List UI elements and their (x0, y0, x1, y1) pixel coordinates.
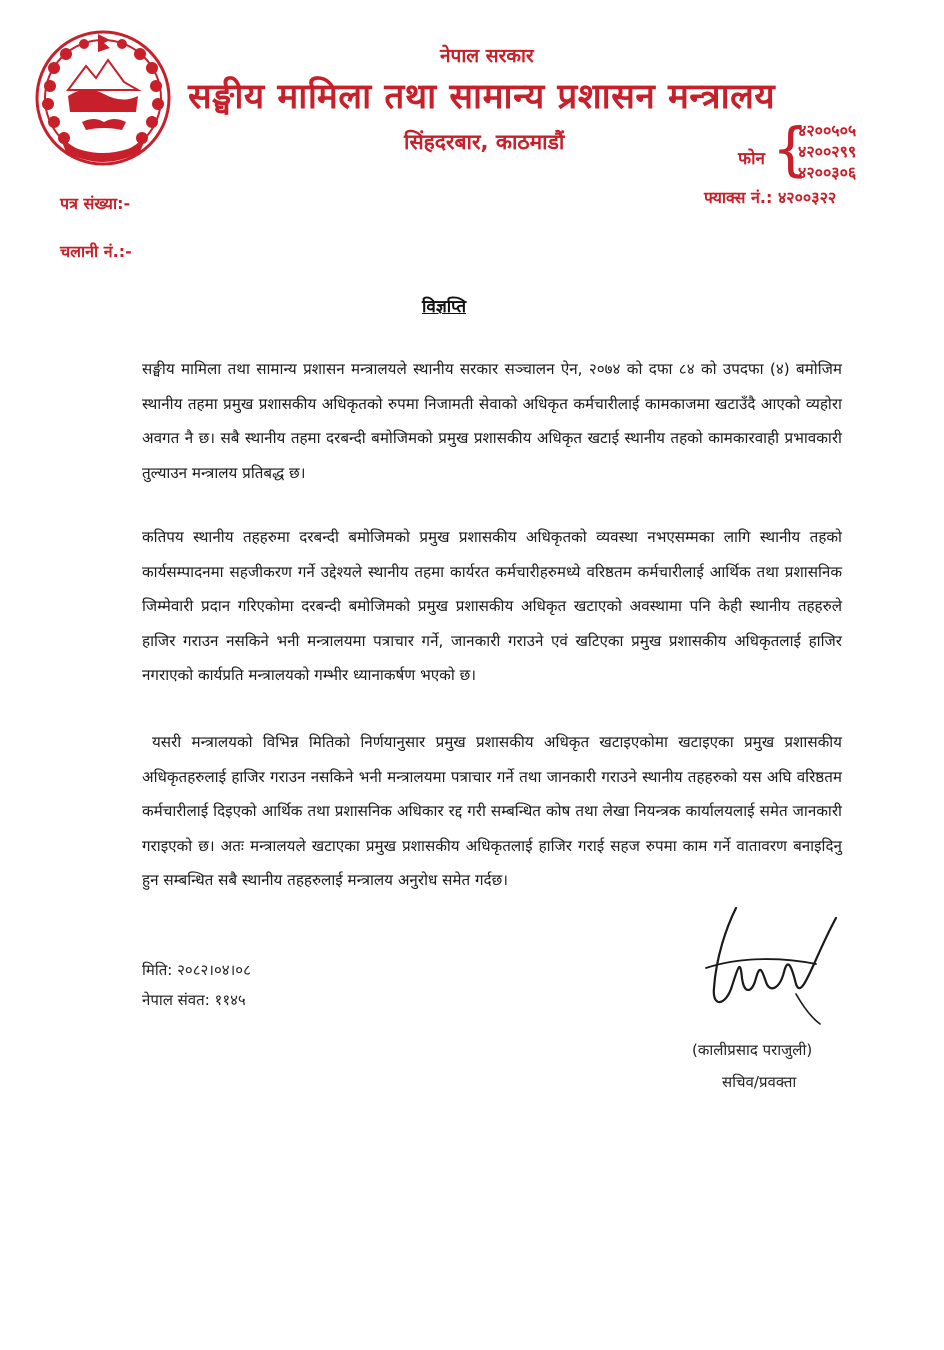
notice-title: विज्ञप्ति (422, 297, 467, 317)
phone-number: ४२००३०६ (798, 163, 857, 182)
signer-designation: सचिव/प्रवक्ता (722, 1073, 797, 1091)
signer-name: (कालीप्रसाद पराजुली) (692, 1041, 813, 1059)
government-name: नेपाल सरकार (440, 45, 534, 67)
phone-number: ४२००५०५ (798, 121, 857, 140)
paragraph-text: कतिपय स्थानीय तहहरुमा दरबन्दी बमोजिमको प्रमुख प्रशासकीय अधिकृतको व्यवस्था नभएसम्मका लागि स्थानीय तहको कार्यसम्पादनमा सहजीकरण गर्ने उद्देश्यले स्थानीय तहमा कार्यरत कर्मचारीहरुमध्ये वरिष्ठतम कर्मचारीलाई आर्थिक तथा प्रशासनिक जिम्मेवारी प्रदान गरिएकोमा दरबन्दी बमोजिमको प्रमुख प्रशासकीय अधिकृत खटाएको अवस्थामा पनि केही स्थानीय तहहरुले हाजिर गराउन नसकिने भनी मन्त्रालयमा पत्राचार गर्ने, जानकारी गराउने एवं खटिएका प्रमुख प्रशासकीय अधिकृतलाई हाजिर नगराएको कार्यप्रति मन्त्रालयको गम्भीर ध्यानाकर्षण भएको छ। (142, 528, 842, 684)
ministry-address: सिंहदरबार, काठमाडौं (404, 130, 565, 154)
issue-date: मिति: २०८२।०४।०८ (142, 961, 251, 979)
notice-paragraph-1 (142, 352, 842, 490)
paragraph-text: यसरी मन्त्रालयको विभिन्न मितिको निर्णयानुसार प्रमुख प्रशासकीय अधिकृत खटाइएकोमा खटाइएका प्रमुख प्रशासकीय अधिकृतहरुलाई हाजिर गराउन नसकिने भनी मन्त्रालयमा पत्राचार गर्ने तथा जानकारी गराउने स्थानीय तहहरुको यस अघि वरिष्ठतम कर्मचारीलाई दिइएको आर्थिक तथा प्रशासनिक अधिकार रद्द गरी सम्बन्धित कोष तथा लेखा नियन्त्रक कार्यालयलाई समेत जानकारी गराइएको छ। अतः मन्त्रालयले खटाएका प्रमुख प्रशासकीय अधिकृतलाई हाजिर गराई सहज रुपमा काम गर्ने वातावरण बनाइदिनु हुन सम्बन्धित सबै स्थानीय तहहरुलाई मन्त्रालय अनुरोध समेत गर्दछ। (142, 733, 842, 889)
notice-paragraph-2 (142, 520, 842, 693)
nepal-sambat-date: नेपाल संवत: ११४५ (142, 991, 246, 1009)
brace-icon: { (772, 115, 809, 183)
ministry-name: सङ्घीय मामिला तथा सामान्य प्रशासन मन्त्रालय (188, 77, 776, 117)
phone-label: फोन (738, 149, 765, 169)
notice-paragraph-3 (142, 725, 842, 898)
phone-number: ४२००२९९ (798, 142, 857, 161)
fax-number: फ्याक्स नं.: ४२००३२२ (704, 188, 837, 207)
signature-image (696, 898, 846, 1028)
dispatch-number-label: चलानी नं.:- (60, 242, 132, 261)
paragraph-text: सङ्घीय मामिला तथा सामान्य प्रशासन मन्त्रालयले स्थानीय सरकार सञ्चालन ऐन, २०७४ को दफा ८४ को उपदफा (४) बमोजिम स्थानीय तहमा प्रमुख प्रशासकीय अधिकृतको रुपमा निजामती सेवाको अधिकृत कर्मचारीलाई कामकाजमा खटाउँदै आएको व्यहोरा अवगत नै छ। सबै स्थानीय तहमा दरबन्दी बमोजिमको प्रमुख प्रशासकीय अधिकृत खटाई स्थानीय तहको कामकारवाही प्रभावकारी तुल्याउन मन्त्रालय प्रतिबद्ध छ। (142, 360, 842, 482)
letter-number-label: पत्र संख्या:- (60, 194, 131, 213)
phone-numbers (798, 120, 856, 183)
nepal-emblem-icon (34, 26, 172, 168)
